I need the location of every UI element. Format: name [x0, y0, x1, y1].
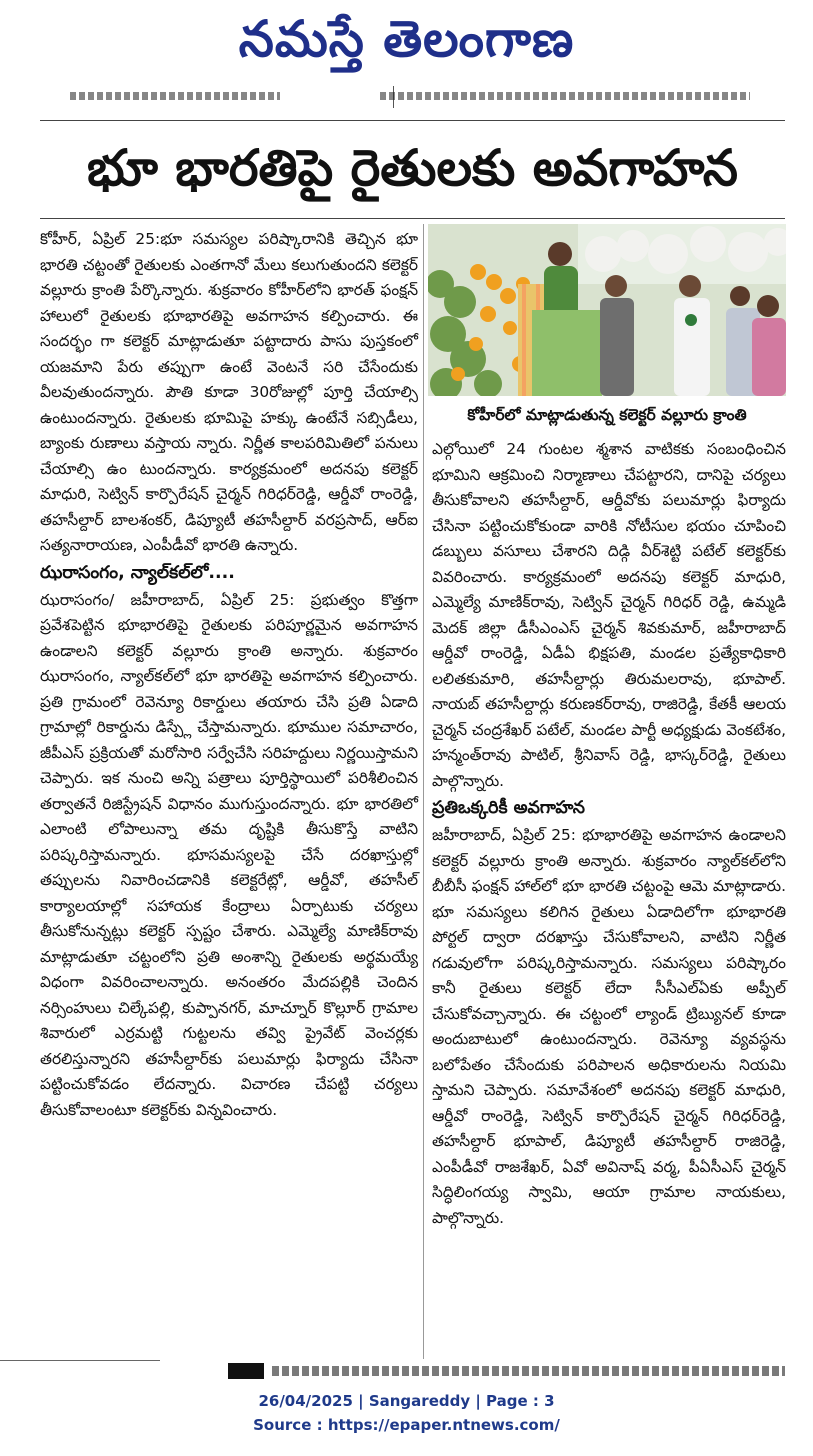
clipped-previous-article-strip — [40, 86, 785, 108]
left-column — [40, 227, 418, 1123]
footer-date-edition-page: 26/04/2025 | Sangareddy | Page : 3 — [258, 1392, 555, 1410]
collector-speaking-photo — [428, 224, 786, 396]
masthead — [0, 0, 813, 82]
newspaper-logo: నమస్తే తెలంగాణ — [238, 10, 575, 68]
header-rule — [40, 120, 785, 121]
article-headline: భూ భారతిపై రైతులకు అవగాహన — [87, 139, 738, 197]
article-paragraph: కోహీర్, ఏప్రిల్ 25:భూ సమస్యల పరిష్కారానికి తెచ్చిన భూ భారతి చట్టంతో రైతులకు ఎంతగానో మేలు కలుగుతుందని కలెక్టర్ వల్లూరు క్రాంతి పేర్కొన్నారు. శుక్రవారం కోహీర్‌లోని భారత్ ఫంక్షన్ హాలులో రైతులకు భూభారతిపై అవగాహన కల్పించారు. ఈ సందర్భం గా కలెక్టర్ మాట్లాడుతూ పట్టాదారు పాసు పుస్తకంలో యజమాని పేరు తప్పుగా ఉంటే వెంటనే సరి చేసేందుకు వీలవుతుందన్నారు. పౌతి కూడా 30రోజుల్లో పూర్తి చేయాల్సి ఉంటుందన్నారు. రైతులకు భూమిపై హక్కు ఉంటేనే సబ్సిడీలు, బ్యాంకు రుణాలు వస్తాయ న్నారు. నిర్ణీత కాలపరిమితిలో పనులు చేయాల్సి ఉం టుందన్నారు. కార్యక్రమంలో అదనపు కలెక్టర్ మాధురి, సెట్విన్ కార్పొరేషన్ చైర్మన్ గిరిధర్‌రెడ్డి, ఆర్డీవో రాంరెడ్డి, తహసీల్దార్ బాలశంకర్, డిప్యూటీ తహసీల్దార్ వరప్రసాద్, ఆర్ఐ సత్యనారాయణ, ఎంపీడీవో భారతి ఉన్నారు. — [40, 230, 418, 554]
footer-source-link[interactable]: Source : https://epaper.ntnews.com/ — [253, 1416, 560, 1434]
bottom-rule — [0, 1360, 160, 1361]
article-paragraph: జహీరాబాద్, ఏప్రిల్ 25: భూభారతిపై అవగాహన ఉండాలని కలెక్టర్ వల్లూరు క్రాంతి అన్నారు. శుక్రవారం న్యాల్‌కల్‌లోని బీబీసీ ఫంక్షన్ హాల్‌లో భూ భారతి చట్టంపై ఆమె మాట్లాడారు. భూ సమస్యలు కలిగిన రైతులు ఏడాదిలోగా భూభారతి పోర్టల్ ద్వారా దరఖాస్తు చేసుకోవాలని, వాటిని నిర్ణీత గడువులోగా పరిష్కరిస్తామన్నారు. సమస్యలు పరిష్కారం కానీ రైతులు కలెక్టర్ లేదా సీసీఎల్ఏకు అప్పీల్ చేసుకోవచ్చాన్నారు. ఈ చట్టంలో ల్యాండ్ ట్రిబ్యునల్ కూడా అందుబాటులో ఉంటుందన్నారు. రెవెన్యూ వ్యవస్థను బలోపేతం చేసేందుకు పరిపాలన అధికారులను నియమి స్తామని చెప్పారు. సమావేశంలో అదనపు కలెక్టర్ మాధురి, ఆర్డీవో రాంరెడ్డి, సెట్విన్ కార్పొరేషన్ చైర్మన్ గిరిధర్‌రెడ్డి, తహసీల్దార్ భూపాల్, డిప్యూటీ తహసీల్దార్ రాజిరెడ్డి, ఎంపీడీవో రాజశేఖర్, ఏవో అవినాష్ వర్మ, పీఏసీఎస్ చైర్మన్ సిద్ధిలింగయ్య స్వామి, ఆయా గ్రామాల నాయకులు, పాల్గొన్నారు. — [432, 826, 786, 1227]
headline-rule — [40, 218, 785, 219]
article-paragraph: ఎల్గోయిలో 24 గుంటల శ్మశాన వాటికకు సంబంధించిన భూమిని ఆక్రమించి నిర్మాణాలు చేపట్టారని, దానిపై చర్యలు తీసుకోవాలని తహసీల్దార్, ఆర్డీవోకు పలుమార్లు ఫిర్యాదు చేసినా పట్టించుకోకుండా వారికి నోటీసుల భయం చూపించి డబ్బులు వసూలు చేశారని దిడ్గి వీర్‌శెట్టి పటేల్ కలెక్టర్‌కు వివరించారు. కార్యక్రమంలో అదనపు కలెక్టర్ మాధురి, ఎమ్మెల్యే మాణిక్‌రావు, సెట్విన్ చైర్మన్ గిరిధర్ రెడ్డి, ఉమ్మడి మెదక్ జిల్లా డీసీఎంఎస్ చైర్మన్ శివకుమార్, జహీరాబాద్ ఆర్డీవో రాంరెడ్డి, ఏడీఏ భిక్షపతి, మండల ప్రత్యేకాధికారి లలితకుమారి, తహసీల్దార్లు తిరుమలరావు, భూపాల్. నాయబ్ తహసీల్దార్లు కరుణకర్‌రావు, రాజిరెడ్డి, కేతకీ ఆలయ చైర్మన్ చంద్రశేఖర్ పటేల్, మండల పార్టీ అధ్యక్షుడు వెంకటేశం, హన్మంత్‌రావు పాటిల్, శ్రీనివాస్ రెడ్డి, భాస్కర్‌రెడ్డి, రైతులు పాల్గొన్నారు. — [432, 440, 786, 790]
section-subheading: ఝరాసంగం, న్యాల్‌కల్‌లో.... — [40, 562, 235, 583]
column-divider — [423, 224, 424, 1359]
article-paragraph: ఝరాసంగం/ జహీరాబాద్, ఏప్రిల్ 25: ప్రభుత్వం కొత్తగా ప్రవేశపెట్టిన భూభారతిపై రైతులకు పరిపూర్ణమైన అవగాహన ఉండాలని కలెక్టర్ వల్లూరు క్రాంతి అన్నారు. శుక్రవారం ఝరాసంగం, న్యాల్‌కల్‌లో భూ భారతిపై అవగాహన కల్పించారు. ప్రతి గ్రామంలో రెవెన్యూ రికార్డులు తయారు చేసి ప్రతి ఏడాది గ్రామాల్లో రికార్డును డిస్ప్లే చేస్తామన్నారు. భూముల సమాచారం, జీపీఎస్ ప్రక్రియతో మరోసారి సర్వేచేసి సరిహద్దులు నిర్ణయిస్తామని చెప్పారు. ఇక నుంచి అన్ని పత్రాలు పూర్తిస్థాయిలో పరిశీలించిన తర్వాతనే రిజిస్ట్రేషన్ విధానం ముగుస్తుందన్నారు. భూ భారతిలో ఎలాంటి లోపాలున్నా తమ దృష్టికి తీసుకొస్తే వాటిని పరిష్కరిస్తామన్నారు. భూసమస్యలపై చేసే దరఖాస్తుల్లో తప్పులను నివారించడానికి కలెక్టరేట్లో, ఆర్డీవో, తహసీల్ కార్యాలయాల్లో సహాయక కేంద్రాలు ఏర్పాటుకు చర్యలు తీసుకోనున్నట్లు కలెక్టర్ స్పష్టం చేశారు. ఎమ్మెల్యే మాణిక్‌రావు మాట్లాడుతూ చట్టంలోని ప్రతి అంశాన్ని రైతులకు అర్థమయ్యే విధంగా వివరించాలన్నారు. అనంతరం మేదపల్లికి చెందిన నర్సింహులు చిల్కేపల్లి, కుప్పానగర్, మాచ్నూర్ కొల్లూర్ గ్రామాల శివారులో ఎర్రమట్టి గుట్టలను తవ్వి ప్రైవేట్ వెంచర్లకు తరలిస్తున్నారని తహసీల్దార్‌కు పలుమార్లు ఫిర్యాదు చేసినా పట్టించుకోవడం లేదన్నారు. విచారణ చేపట్టి చర్యలు తీసుకోవాలంటూ కలెక్టర్‌కు విన్నవించారు. — [40, 590, 418, 1119]
clipped-next-article-strip — [228, 1361, 785, 1379]
right-column — [432, 437, 786, 1231]
section-subheading: ప్రతిఒక్కరికీ అవగాహన — [432, 798, 585, 818]
photo-caption: కోహీర్‌లో మాట్లాడుతున్న కలెక్టర్ వల్లూరు క్రాంతి — [467, 406, 747, 424]
